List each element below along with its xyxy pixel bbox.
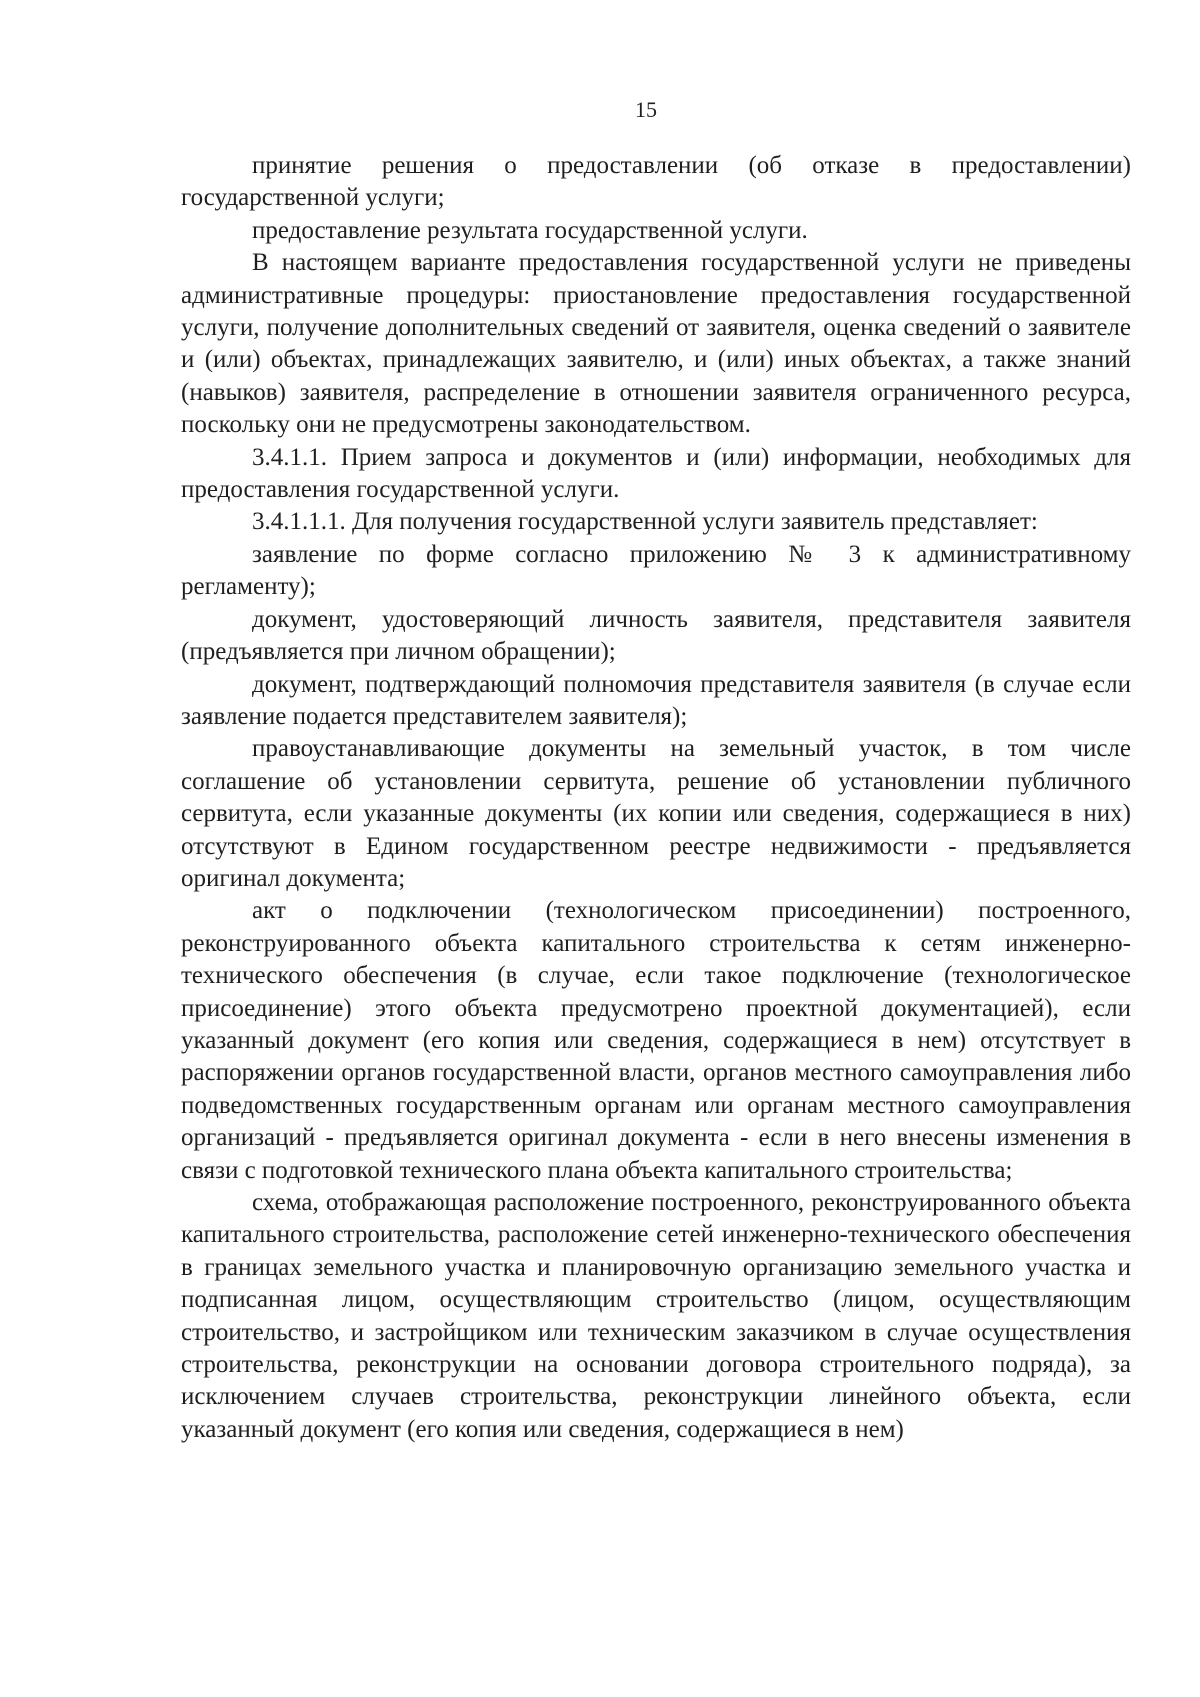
paragraph: документ, удостоверяющий личность заявителя, представителя заявителя (предъявляется при личном обращении); <box>181 605 1131 666</box>
paragraph: предоставление результата государственной услуги. <box>252 216 808 244</box>
paragraph: заявление по форме согласно приложению № 3 к административному регламенту); <box>181 540 1131 601</box>
paragraph: документ, подтверждающий полномочия представителя заявителя (в случае если заявление подается представителем заявителя); <box>181 670 1131 730</box>
paragraph: В настоящем варианте предоставления государственной услуги не приведены административные процедуры: приостановление предоставления государственной услуги, получение дополнительных сведений от заявителя, оценка сведений о заявителе и (или) объектах, принадлежащих заявителю, и (или) иных объектах, а также знаний (навыков) заявителя, распределение в отношении заявителя ограниченного ресурса, поскольку они не предусмотрены законодательством. <box>181 249 1131 439</box>
paragraph: правоустанавливающие документы на земельный участок, в том числе соглашение об установлении сервитута, решение об установлении публичного сервитута, если указанные документы (их копии или сведения, содержащиеся в них) отсутствуют в Едином государственном реестре недвижимости - предъявляется оригинал документа; <box>181 735 1131 892</box>
paragraph: акт о подключении (технологическом присоединении) построенного, реконструированного объекта капитального строительства к сетям инженерно-технического обеспечения (в случае, если такое подключение (технологическое присоединение) этого объекта предусмотрено проектной документацией), если указанный документ (его копия или сведения, содержащиеся в нем) отсутствует в распоряжении органов государственной власти, органов местного самоуправления либо подведомственных государственным органам или органам местного самоуправления организаций - предъявляется оригинал документа - если в него внесены изменения в связи с подготовкой технического плана объекта капитального строительства; <box>181 897 1131 1184</box>
paragraph: 3.4.1.1.1. Для получения государственной услуги заявитель представляет: <box>252 508 1038 536</box>
paragraph: схема, отображающая расположение построенного, реконструированного объекта капитального строительства, расположение сетей инженерно-технического обеспечения в границах земельного участка и планировочную организацию земельного участка и подписанная лицом, осуществляющим строительство (лицом, осуществляющим строительство, и застройщиком или техническим заказчиком в случае осуществления строительства, реконструкции на основании договора строительного подряда), за исключением случаев строительства, реконструкции линейного объекта, если указанный документ (его копия или сведения, содержащиеся в нем) <box>181 1189 1131 1443</box>
paragraph: 3.4.1.1. Прием запроса и документов и (или) информации, необходимых для предоставления государственной услуги. <box>181 443 1131 504</box>
document-body <box>181 150 1131 1446</box>
page-number: 15 <box>635 97 657 122</box>
paragraph: принятие решения о предоставлении (об отказе в предоставлении) государственной услуги; <box>181 152 1131 212</box>
